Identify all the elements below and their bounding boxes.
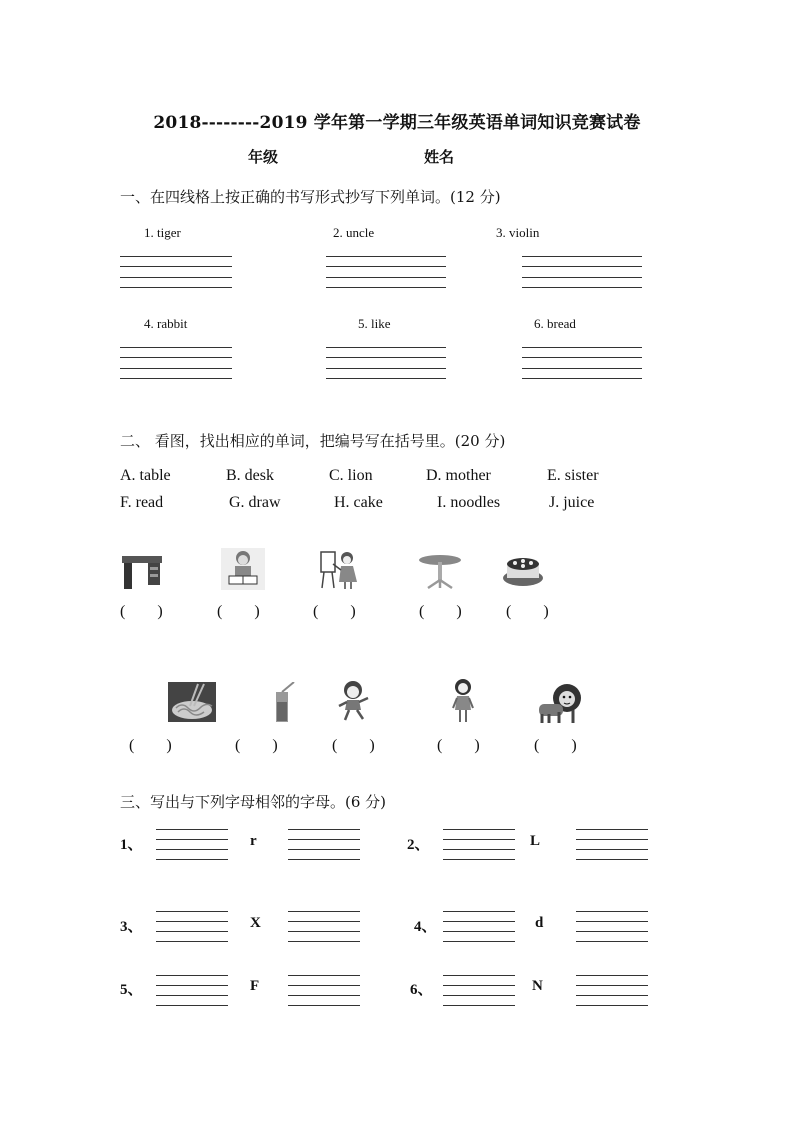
- word-4: 4. rabbit: [144, 316, 188, 331]
- answer-blank[interactable]: ( ): [235, 737, 278, 754]
- juice-picture: [268, 682, 298, 724]
- option-j: J. juice: [549, 494, 595, 511]
- cake-picture: [501, 548, 545, 590]
- item-number: 4、: [414, 919, 437, 935]
- option-i: I. noodles: [437, 494, 501, 511]
- option-d: D. mother: [426, 467, 491, 484]
- given-letter: L: [530, 833, 541, 849]
- answer-blank[interactable]: ( ): [419, 603, 462, 620]
- given-letter: X: [250, 915, 261, 931]
- word-1: 1. tiger: [144, 225, 181, 240]
- option-g: G. draw: [229, 494, 281, 511]
- lion-picture: [537, 680, 585, 724]
- woman-picture: [449, 678, 477, 724]
- section1-heading: 一、在四线格上按正确的书写形式抄写下列单词。(12 分): [120, 188, 501, 206]
- item-number: 2、: [407, 837, 430, 853]
- drawing-girl-picture: [319, 548, 363, 590]
- four-line-grid[interactable]: [326, 256, 446, 288]
- option-f: F. read: [120, 494, 164, 511]
- answer-blank[interactable]: ( ): [332, 737, 375, 754]
- word-6: 6. bread: [534, 316, 576, 331]
- four-line-grid[interactable]: [522, 256, 642, 288]
- answer-blank[interactable]: ( ): [437, 737, 480, 754]
- round-table-picture: [418, 548, 462, 590]
- desk-picture: [120, 548, 164, 590]
- given-letter: F: [250, 978, 260, 994]
- four-line-grid[interactable]: [288, 975, 360, 1005]
- four-line-grid[interactable]: [576, 975, 648, 1005]
- word-3: 3. violin: [496, 225, 540, 240]
- four-line-grid[interactable]: [120, 256, 232, 288]
- answer-blank[interactable]: ( ): [313, 603, 356, 620]
- four-line-grid[interactable]: [443, 829, 515, 859]
- four-line-grid[interactable]: [156, 911, 228, 941]
- four-line-grid[interactable]: [443, 911, 515, 941]
- answer-blank[interactable]: ( ): [129, 737, 172, 754]
- exam-title: 2018--------2019 学年第一学期三年级英语单词知识竞赛试卷: [153, 113, 641, 133]
- noodles-picture: [168, 682, 216, 722]
- word-5: 5. like: [358, 316, 391, 331]
- answer-blank[interactable]: ( ): [217, 603, 260, 620]
- option-a: A. table: [120, 467, 171, 484]
- item-number: 1、: [120, 837, 143, 853]
- grade-label: 年级: [248, 148, 279, 166]
- item-number: 5、: [120, 982, 143, 998]
- section2-heading: 二、 看图，找出相应的单词，把编号写在括号里。(20 分): [120, 432, 506, 450]
- option-h: H. cake: [334, 494, 383, 511]
- reading-boy-picture: [221, 548, 265, 590]
- four-line-grid[interactable]: [288, 829, 360, 859]
- four-line-grid[interactable]: [326, 347, 446, 379]
- option-b: B. desk: [226, 467, 274, 484]
- answer-blank[interactable]: ( ): [534, 737, 577, 754]
- four-line-grid[interactable]: [443, 975, 515, 1005]
- four-line-grid[interactable]: [120, 347, 232, 379]
- name-label: 姓名: [424, 148, 455, 166]
- option-e: E. sister: [547, 467, 599, 484]
- four-line-grid[interactable]: [576, 829, 648, 859]
- four-line-grid[interactable]: [288, 911, 360, 941]
- answer-blank[interactable]: ( ): [120, 603, 163, 620]
- answer-blank[interactable]: ( ): [506, 603, 549, 620]
- four-line-grid[interactable]: [156, 975, 228, 1005]
- option-c: C. lion: [329, 467, 373, 484]
- four-line-grid[interactable]: [156, 829, 228, 859]
- four-line-grid[interactable]: [576, 911, 648, 941]
- word-2: 2. uncle: [333, 225, 375, 240]
- section3-heading: 三、写出与下列字母相邻的字母。(6 分): [120, 793, 387, 811]
- given-letter: r: [250, 833, 257, 849]
- item-number: 3、: [120, 919, 143, 935]
- given-letter: N: [532, 978, 543, 994]
- given-letter: d: [535, 915, 544, 931]
- girl-running-picture: [337, 680, 371, 722]
- four-line-grid[interactable]: [522, 347, 642, 379]
- item-number: 6、: [410, 982, 433, 998]
